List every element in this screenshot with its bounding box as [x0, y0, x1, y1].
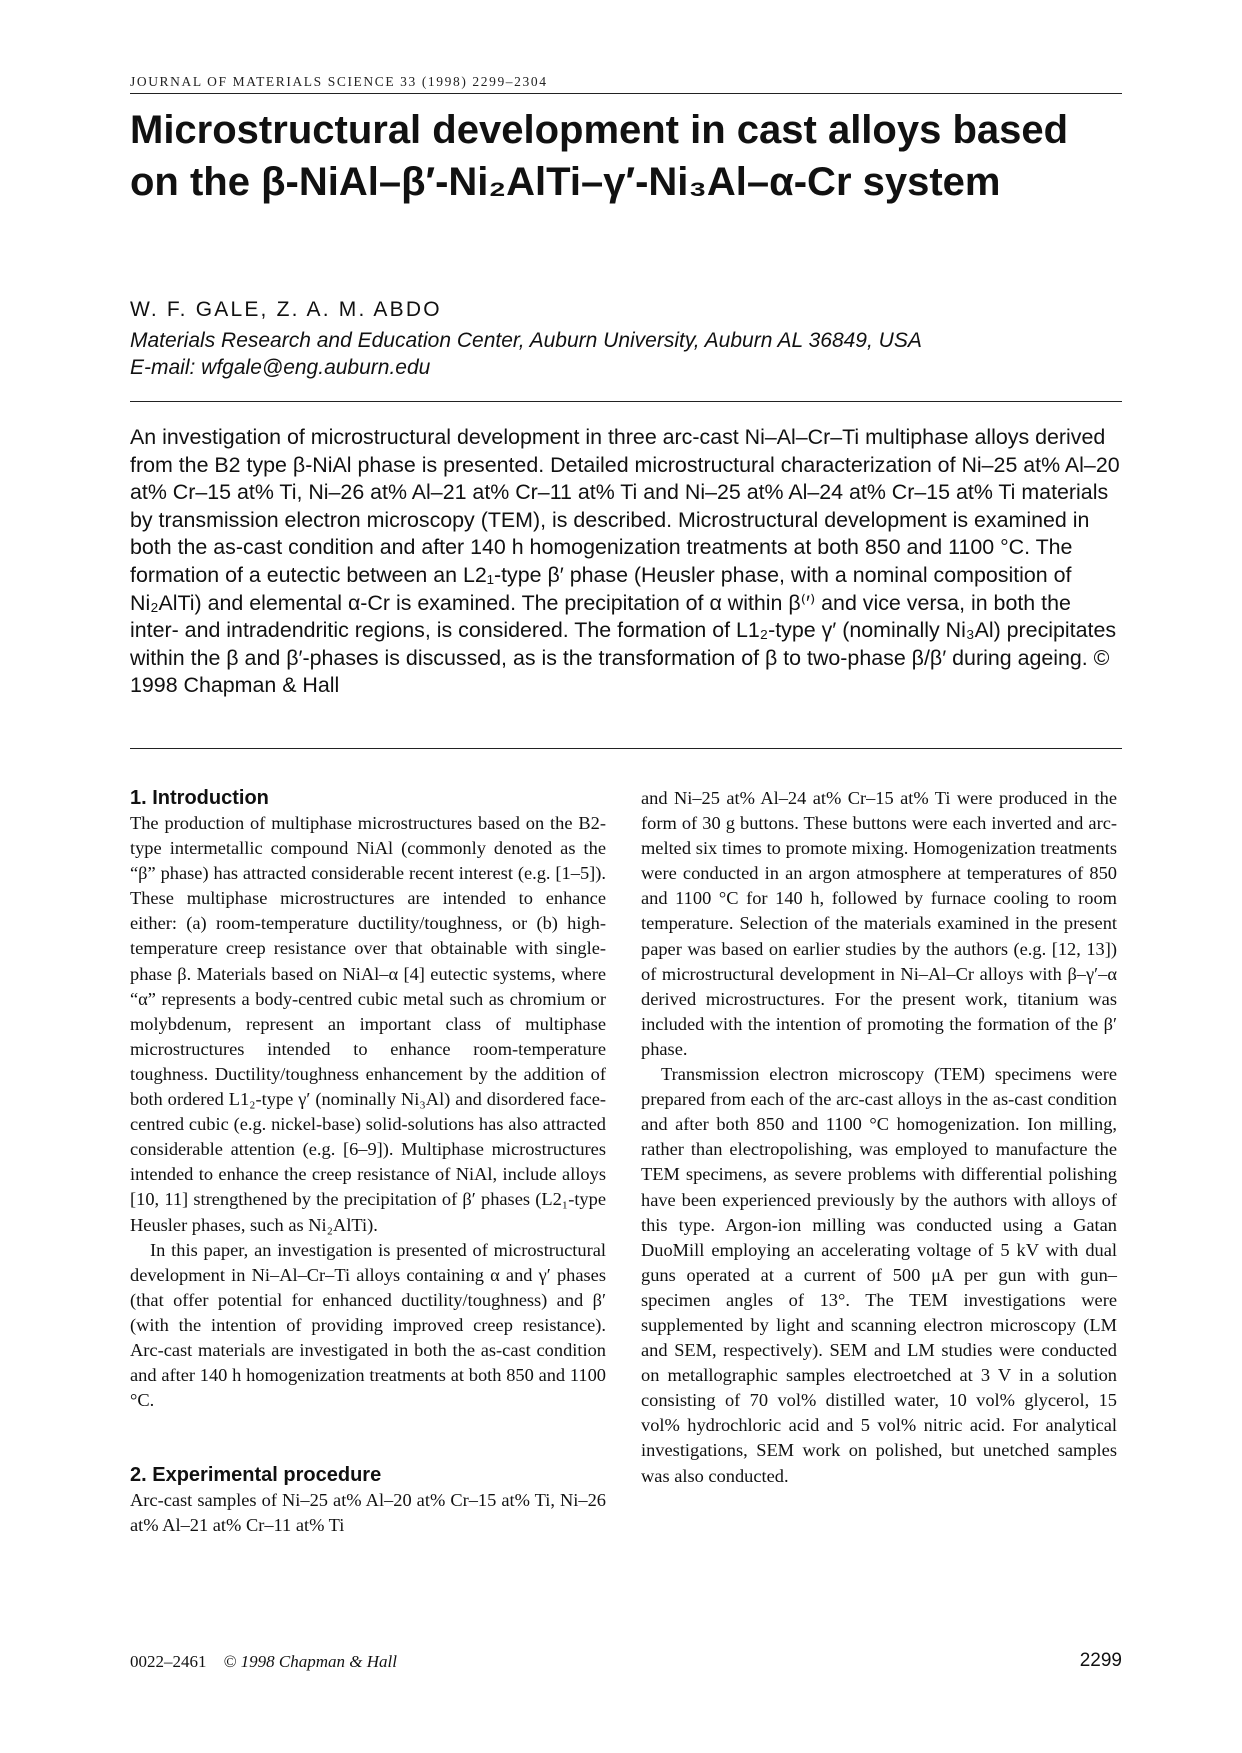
header-rule [130, 93, 1122, 94]
authors: W. F. GALE, Z. A. M. ABDO [130, 298, 442, 321]
experimental-paragraph-1-start: Arc-cast samples of Ni–25 at% Al–20 at% Cr–15 at% Ti, Ni–26 at% Al–21 at% Cr–11 at% Ti [130, 1490, 606, 1536]
experimental-paragraph-1-continued: and Ni–25 at% Al–24 at% Cr–15 at% Ti were produced in the form of 30 g buttons. These buttons were each inverted and arc-melted six times to promote mixing. Homogenization treatments were conducted in an argon atmosphere at temperatures of 850 and 1100 °C for 140 h, followed by furnace cooling to room temperature. Selection of the materials examined in the present paper was based on earlier studies by the authors (e.g. [12, 13]) of microstructural development in Ni–Al–Cr alloys with β–γ′–α derived microstructures. For the present work, titanium was included with the intention of promoting the formation of the β′ phase. [641, 788, 1117, 1059]
right-column [641, 786, 1117, 1489]
journal-header: JOURNAL OF MATERIALS SCIENCE 33 (1998) 2299–2304 [130, 74, 548, 89]
footer-left [130, 1652, 397, 1672]
intro-paragraph-1: The production of multiphase microstructures based on the B2-type intermetallic compound NiAl (commonly denoted as the “β” phase) has attracted considerable recent interest (e.g. [1–5]). These multiphase microstructures are intended to enhance either: (a) room-temperature ductility/toughness, or (b) high-temperature creep resistance over that obtainable with single-phase β. Materials based on NiAl–α [4] eutectic systems, where “α” represents a body-centred cubic metal such as chromium or molybdenum, represent an important class of multiphase microstructures intended to enhance room-temperature toughness. Ductility/toughness enhancement by the addition of both ordered L1₂-type γ′ (nominally Ni₃Al) and disordered face-centred cubic (e.g. nickel-base) solid-solutions has also attracted considerable attention (e.g. [6–9]). Multiphase microstructures intended to enhance the creep resistance of NiAl, include alloys [10, 11] strengthened by the precipitation of β′ phases (L2₁-type Heusler phases, such as Ni₂AlTi). [130, 813, 606, 1235]
journal-code: 0022–2461 [130, 1652, 207, 1671]
section-spacer [130, 1413, 606, 1463]
footer-copyright: © 1998 Chapman & Hall [223, 1652, 397, 1671]
section-heading-introduction: 1. Introduction [130, 787, 269, 809]
section-heading-experimental: 2. Experimental procedure [130, 1464, 382, 1487]
abstract: An investigation of microstructural development in three arc-cast Ni–Al–Cr–Ti multiphase alloys derived from the B2 type β-NiAl phase is presented. Detailed microstructural characterization of Ni–25 at% Al–20 at% Cr–15 at% Ti, Ni–26 at% Al–21 at% Cr–11 at% Ti and Ni–25 at% Al–24 at% Cr–15 at% Ti materials by transmission electron microscopy (TEM), is described. Microstructural development is examined in both the as-cast condition and after 140 h homogenization treatments at both 850 and 1100 °C. The formation of a eutectic between an L2₁-type β′ phase (Heusler phase, with a nominal composition of Ni₂AlTi) and elemental α-Cr is examined. The precipitation of α within β⁽′⁾ and vice versa, in both the inter- and intradendritic regions, is considered. The formation of L1₂-type γ′ (nominally Ni₃Al) precipitates within the β and β′-phases is discussed, as is the transformation of β to two-phase β/β′ during ageing. © 1998 Chapman & Hall [130, 425, 1120, 698]
left-column [130, 786, 606, 1538]
author-email: E-mail: wfgale@eng.auburn.edu [130, 356, 431, 379]
article-title: Microstructural development in cast alloys based on the β-NiAl–β′-Ni₂AlTi–γ′-Ni₃Al–α-Cr system [130, 108, 1069, 204]
experimental-paragraph-2: Transmission electron microscopy (TEM) specimens were prepared from each of the arc-cast alloys in the as-cast condition and after both 850 and 1100 °C homogenization. Ion milling, rather than electropolishing, was employed to manufacture the TEM specimens, as severe problems with differential polishing have been experienced previously by the authors with alloys of this type. Argon-ion milling was conducted using a Gatan DuoMill employing an accelerating voltage of 5 kV with dual guns operated at a current of 500 μA per gun with gun–specimen angles of 13°. The TEM investigations were supplemented by light and scanning electron microscopy (LM and SEM, respectively). SEM and LM studies were conducted on metallographic samples electroetched at 3 V in a solution consisting of 70 vol% distilled water, 10 vol% glycerol, 15 vol% hydrochloric acid and 5 vol% nitric acid. For analytical investigations, SEM work on polished, but unetched samples was also conducted. [641, 1064, 1117, 1486]
intro-paragraph-2: In this paper, an investigation is presented of microstructural development in Ni–Al–Cr–Ti alloys containing α and γ′ phases (that offer potential for enhanced ductility/toughness) and β′ (with the intention of providing improved creep resistance). Arc-cast materials are investigated in both the as-cast condition and after 140 h homogenization treatments at both 850 and 1100 °C. [130, 1239, 606, 1411]
abstract-top-rule [130, 401, 1122, 402]
affiliation: Materials Research and Education Center, Auburn University, Auburn AL 36849, USA [130, 329, 922, 352]
page-number: 2299 [1079, 1650, 1122, 1671]
abstract-bottom-rule [130, 748, 1122, 749]
